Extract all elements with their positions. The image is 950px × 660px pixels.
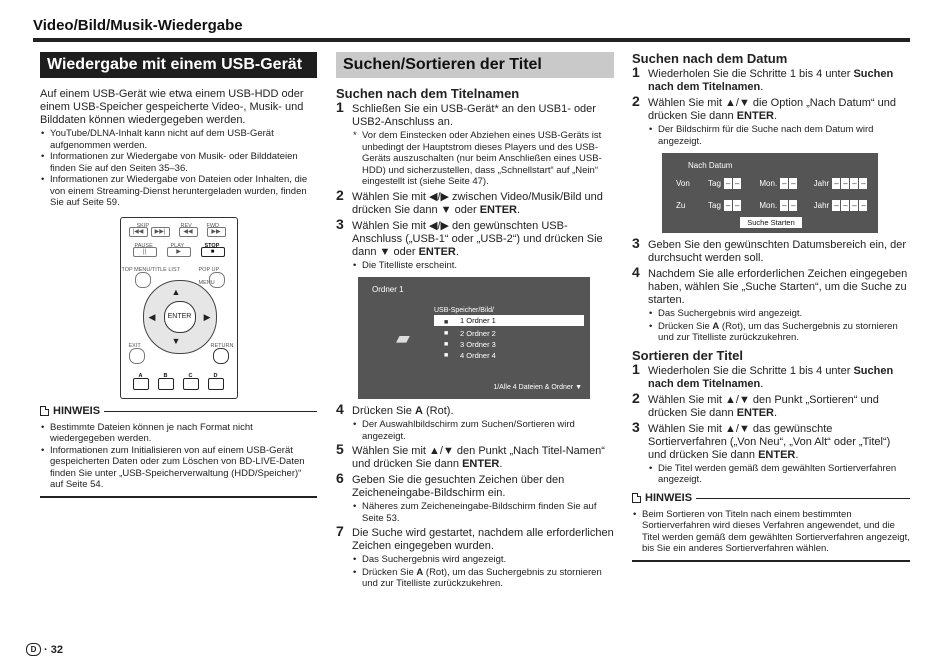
step-number: 5	[336, 441, 344, 457]
subsection-title: Sortieren der Titel	[632, 347, 744, 363]
remote-label-c: C	[188, 372, 193, 379]
remote-label-exit: EXIT	[128, 342, 141, 349]
c-blue-button	[183, 378, 199, 390]
note-text: Der Auswahlbildschirm zum Suchen/Sortieren wird angezeigt.	[362, 419, 575, 442]
right-arrow-icon: ▶	[203, 311, 211, 322]
screen-status	[493, 381, 582, 394]
step-number: 1	[632, 64, 640, 80]
sort-step-1: 1 Wiederholen Sie die Schritte 1 bis 4 unter Suchen nach dem Titelnamen.	[632, 360, 894, 390]
digit-field[interactable]: –	[725, 201, 731, 211]
header-rule	[33, 38, 910, 42]
mon-label: Mon.	[759, 179, 778, 188]
step-text: Wählen Sie mit ▲/▼ den Punkt „Sortieren“ und drücken Sie dann	[648, 393, 879, 419]
hinweis-heading	[40, 405, 317, 418]
page-number: · 32	[44, 643, 63, 656]
step-7	[336, 523, 614, 590]
bullet-item: • Informationen zur Wiedergabe von Dateien oder Inhalten, die von einem Streaming-Dienst heruntergeladen wurden, finden Sie auf Seite 59.	[40, 174, 317, 209]
step-4	[336, 401, 614, 442]
remote-label-d: D	[213, 372, 218, 379]
step-note: • Der Auswahlbildschirm zum Suchen/Sortieren wird angezeigt.	[353, 419, 575, 442]
note-text: Das Suchergebnis wird angezeigt.	[362, 554, 507, 565]
a-key: A	[416, 566, 424, 578]
enter-key: ENTER	[758, 448, 796, 461]
status-text: 1/Alle 4 Dateien & Ordner	[493, 384, 574, 391]
digit-field[interactable]: –	[834, 201, 839, 211]
column-date-sort	[632, 52, 910, 562]
exit-button	[129, 348, 145, 364]
note-text: (Rot), um das Suchergebnis zu stornieren und zur Titelliste zurückzukehren.	[362, 566, 602, 589]
sort-step-3: 3 Wählen Sie mit ▲/▼ das gewünschte Sortierverfahren („Von Neu“, „Von Alt“ oder „Titel“) und drücken Sie dann ENTER. • Die Titel werden gemäß dem gewählten Sortierverfahren angezeigt.	[632, 423, 910, 486]
step-number: 6	[336, 470, 344, 486]
step-5: 5 Wählen Sie mit ▲/▼ den Punkt „Nach Titel-Namen“ und drücken Sie dann ENTER.	[336, 441, 605, 470]
step-number: 3	[336, 215, 344, 232]
folder-row: 3 Ordner 3	[460, 340, 496, 349]
step-note: • Das Suchergebnis wird angezeigt.	[649, 308, 803, 319]
d-yellow-button	[208, 378, 224, 390]
hinweis-rule	[696, 498, 910, 499]
hinweis-item: • Informationen zum Initialisieren von auf einem USB-Gerät gespeicherten Daten oder zum Löschen von BD-LIVE-Daten finden Sie unter „USB-Speicherverwaltung (HDD/Speicher)“ auf Seite 54.	[40, 445, 317, 491]
intro-text: Auf einem USB-Gerät wie etwa einem USB-HDD oder einem USB-Speicher gespeicherte Video-, Musik- und Bilddaten können wiedergegeben werden.	[40, 88, 304, 126]
hinweis-item: • Bestimmte Dateien können je nach Format nicht wiedergegeben werden.	[40, 422, 317, 445]
remote-label-a: A	[138, 372, 143, 379]
enter-key: ENTER	[736, 406, 774, 419]
step-number: 1	[336, 99, 344, 115]
step-number: 4	[632, 264, 640, 280]
remote-label-b: B	[163, 372, 168, 379]
section-title: Wiedergabe mit einem USB-Gerät	[40, 52, 317, 78]
a-key: A	[712, 320, 720, 332]
step-text: Wiederholen Sie die Schritte 1 bis 4 unter	[648, 364, 851, 377]
enter-key: ENTER	[418, 245, 456, 258]
hinweis-heading	[632, 492, 910, 505]
step-6	[336, 470, 614, 524]
von-label: Von	[676, 179, 690, 188]
section-title: Suchen/Sortieren der Titel	[336, 52, 614, 78]
down-arrow-icon: ▼	[171, 335, 181, 346]
date-step-4	[632, 264, 910, 344]
mon-label: Mon.	[759, 201, 778, 210]
left-arrow-icon: ◀	[148, 311, 156, 322]
step-text: (Rot).	[426, 405, 454, 417]
sort-step-2: 2 Wählen Sie mit ▲/▼ den Punkt „Sortieren“ und drücken Sie dann ENTER.	[632, 389, 879, 419]
step-3: 3 Wählen Sie mit ◀/▶ den gewünschten USB-Anschluss („USB-1“ oder „USB-2“) und drücken Sie dann ▼ oder ENTER. • Die Titelliste erscheint.	[336, 220, 614, 272]
a-red-button	[133, 378, 149, 390]
return-button	[213, 348, 229, 364]
step-ref: Suchen nach dem Titelnamen	[648, 364, 894, 390]
step-ref: Suchen nach dem Titelnamen	[648, 68, 894, 93]
skip-forward-button: ▶▶|	[151, 227, 170, 237]
bullet-item: • YouTube/DLNA-Inhalt kann nicht auf dem USB-Gerät aufgenommen werden.	[40, 128, 317, 151]
screen-path: USB-Speicher/Bild/	[434, 307, 494, 314]
step-text: Wählen Sie mit ◀/▶ den gewünschten USB-Anschluss („USB-1“ oder „USB-2“) und drücken Sie dann ▼ oder	[352, 219, 603, 258]
digit-field[interactable]: –	[791, 179, 796, 189]
suche-starten-button[interactable]: Suche Starten	[740, 217, 802, 228]
fwd-button: ▶▶	[207, 227, 226, 237]
step-number: 4	[336, 401, 344, 417]
step-note: • Die Titel werden gemäß dem gewählten Sortierverfahren angezeigt.	[649, 462, 897, 485]
step-number: 7	[336, 523, 344, 539]
folder-icon: ■	[444, 341, 449, 348]
digit-field[interactable]: –	[725, 179, 731, 189]
step-text: Wiederholen Sie die Schritte 1 bis 4 unter	[648, 68, 851, 80]
remote-label-fwd: FWD	[206, 222, 220, 229]
remote-illustration	[120, 217, 238, 399]
folder-row: 2 Ordner 2	[460, 329, 496, 338]
step-note: • Der Bildschirm für die Suche nach dem Datum wird angezeigt.	[649, 124, 874, 147]
note-text: Näheres zum Zeicheneingabe-Bildschirm finden Sie auf Seite 53.	[362, 501, 597, 524]
note-text: Die Titelliste erscheint.	[362, 259, 458, 271]
remote-label-top-menu: TOP MENU/TITLE LIST	[121, 266, 180, 273]
digit-field[interactable]: –	[843, 179, 848, 189]
screen-title: Ordner 1	[372, 285, 404, 294]
step-note: • Drücken Sie A (Rot), um das Suchergebnis zu stornieren und zur Titelliste zurückzukehren.	[353, 566, 602, 589]
enter-key: ENTER	[462, 458, 500, 470]
folder-icon: ■	[444, 352, 449, 359]
folder-row: 4 Ordner 4	[460, 351, 496, 360]
note-text: Vor dem Einstecken oder Abziehen eines USB-Geräts ist unbedingt der Hauptstrom dieses Players und des USB-Geräts auszuschalten (nur beim Anschließen eines USB-HDD) und sicherzustellen, dass „Schnellstart“ auf „Nein“ eingestellt ist (siehe Seite 47).	[362, 130, 602, 187]
hinweis-title: HINWEIS	[645, 491, 693, 504]
popup-menu-button	[209, 272, 225, 288]
step-number: 2	[336, 186, 344, 203]
date-search-screen	[662, 153, 878, 233]
remote-label-popup-menu: POP UP MENU	[198, 266, 220, 286]
top-menu-button	[135, 272, 151, 288]
skip-back-button: |◀◀	[129, 227, 148, 237]
tag-label: Tag	[708, 179, 721, 188]
step-text: Geben Sie die gesuchten Zeichen über den Zeicheneingabe-Bildschirm ein.	[352, 474, 565, 499]
digit-field[interactable]: –	[861, 179, 866, 189]
subsection-title: Suchen nach dem Datum	[632, 51, 788, 66]
date-screen-title: Nach Datum	[688, 161, 733, 170]
hinweis-box	[632, 505, 910, 562]
remote-label-play: PLAY	[170, 242, 185, 249]
hinweis-box	[40, 418, 317, 498]
date-step-3	[632, 235, 910, 265]
digit-field[interactable]: –	[834, 179, 839, 189]
date-step-1: 1 Wiederholen Sie die Schritte 1 bis 4 unter Suchen nach dem Titelnamen.	[632, 64, 894, 93]
rev-button: ◀◀	[179, 227, 198, 237]
step-number: 3	[632, 418, 640, 435]
note-icon	[40, 406, 49, 416]
up-arrow-icon: ▲	[171, 286, 181, 297]
step-text: Drücken Sie	[352, 405, 412, 417]
note-text: Das Suchergebnis wird angezeigt.	[658, 308, 803, 319]
step-2: 2 Wählen Sie mit ◀/▶ zwischen Video/Musik/Bild und drücken Sie dann ▼ oder ENTER.	[336, 186, 603, 216]
hinweis-title: HINWEIS	[53, 404, 101, 417]
step-number: 1	[632, 360, 640, 377]
step-note: • Näheres zum Zeicheneingabe-Bildschirm finden Sie auf Seite 53.	[353, 501, 597, 524]
step-text: Die Suche wird gestartet, nachdem alle erforderlichen Zeichen eingegeben wurden.	[352, 527, 614, 552]
zu-date-fields	[708, 199, 867, 212]
folder-icon: ■	[444, 319, 449, 326]
region-badge: D	[26, 643, 41, 656]
pause-button: ||	[133, 247, 157, 257]
digit-field[interactable]: –	[791, 201, 796, 211]
hinweis-item: • Beim Sortieren von Titeln nach einem bestimmten Sortierverfahren wird dieses Verfahren angewendet, und die Titel werden gemäß dem gewählten Sortierverfahren angezeigt, bis Sie ein anderes Sortierverfahren wählen.	[632, 509, 910, 555]
remote-label-skip: SKIP	[136, 222, 150, 229]
step-text: Wählen Sie mit ▲/▼ das gewünschte Sortierverfahren („Von Neu“, „Von Alt“ oder „Titel“) und drücken Sie dann	[648, 422, 891, 461]
column-usb-playback	[40, 52, 317, 498]
note-icon	[632, 493, 641, 503]
jahr-label: Jahr	[813, 201, 830, 210]
enter-key: ENTER	[479, 203, 517, 216]
jahr-label: Jahr	[813, 179, 830, 188]
step-text: Schließen Sie ein USB-Gerät* an den USB1- oder USB2-Anschluss an.	[352, 103, 596, 128]
subsection-title: Suchen nach dem Titelnamen	[336, 86, 520, 101]
note-text: Drücken Sie	[362, 566, 414, 578]
step-text: Nachdem Sie alle erforderlichen Zeichen eingegeben haben, wählen Sie „Suche Starten“, um die Suche zu starten.	[648, 268, 908, 306]
von-date-fields	[708, 177, 867, 190]
step-note: * Vor dem Einstecken oder Abziehen eines USB-Geräts ist unbedingt der Hauptstrom dieses Players und des USB-Geräts auszuschalten (nur beim Anschließen eines USB-HDD) und sicherzustellen, dass „Schnellstart“ auf „Nein“ eingestellt ist (siehe Seite 47).	[353, 130, 602, 187]
digit-field[interactable]: –	[852, 201, 857, 211]
step-note: • Drücken Sie A (Rot), um das Suchergebnis zu stornieren und zur Titelliste zurückzukehren.	[649, 320, 898, 343]
note-text: Drücken Sie	[658, 320, 710, 332]
bullet-item: • Informationen zur Wiedergabe von Musik- oder Bilddateien finden Sie auf den Seiten 35–36.	[40, 151, 317, 174]
title-list-screen	[358, 277, 590, 399]
remote-label-stop: STOP	[204, 242, 220, 249]
digit-field[interactable]: –	[782, 201, 787, 211]
date-step-2: 2 Wählen Sie mit ▲/▼ die Option „Nach Datum“ und drücken Sie dann ENTER. • Der Bildschirm für die Suche nach dem Datum wird angezeigt.	[632, 97, 910, 147]
digit-field[interactable]: –	[843, 201, 848, 211]
enter-button: ENTER	[164, 301, 196, 333]
folder-row-selected: 1 Ordner 1	[434, 315, 584, 326]
note-text: (Rot), um das Suchergebnis zu stornieren und zur Titelliste zurückzukehren.	[658, 320, 898, 343]
step-number: 2	[632, 93, 640, 109]
note-text: Die Titel werden gemäß dem gewählten Sortierverfahren angezeigt.	[658, 462, 897, 485]
note-text: Der Bildschirm für die Suche nach dem Datum wird angezeigt.	[658, 124, 874, 147]
remote-label-rev: REV	[180, 222, 192, 229]
step-number: 2	[632, 389, 640, 406]
digit-field[interactable]: –	[782, 179, 787, 189]
intro-bullets	[40, 128, 317, 209]
remote-label-pause: PAUSE	[134, 242, 153, 249]
step-1	[336, 99, 614, 188]
stop-button: ■	[201, 247, 225, 257]
digit-field[interactable]: –	[861, 201, 866, 211]
digit-field[interactable]: –	[734, 201, 740, 211]
page-header: Video/Bild/Musik-Wiedergabe	[33, 17, 243, 34]
step-text: Geben Sie den gewünschten Datumsbereich ein, der durchsucht werden soll.	[648, 239, 907, 264]
step-text: Wählen Sie mit ◀/▶ zwischen Video/Musik/Bild und drücken Sie dann ▼ oder	[352, 190, 603, 216]
step-number: 3	[632, 235, 640, 251]
hinweis-rule	[104, 411, 317, 412]
chevron-down-icon: ▼	[575, 384, 582, 391]
page-footer	[26, 643, 63, 656]
b-green-button	[158, 378, 174, 390]
play-button: ▶	[167, 247, 191, 257]
enter-key: ENTER	[736, 110, 774, 122]
tag-label: Tag	[708, 201, 721, 210]
remote-label-return: RETURN	[210, 342, 234, 349]
step-note: • Die Titelliste erscheint.	[353, 259, 458, 271]
column-search-sort	[336, 52, 614, 590]
zu-label: Zu	[676, 201, 686, 210]
a-key: A	[414, 405, 423, 417]
step-text: Wählen Sie mit ▲/▼ den Punkt „Nach Titel-Namen“ und drücken Sie dann	[352, 445, 605, 470]
step-note: • Das Suchergebnis wird angezeigt.	[353, 554, 507, 565]
dpad	[143, 280, 217, 354]
digit-field[interactable]: –	[852, 179, 857, 189]
step-text: Wählen Sie mit ▲/▼ die Option „Nach Datum“ und drücken Sie dann	[648, 97, 896, 122]
folder-icon: ■	[444, 330, 449, 337]
digit-field[interactable]: –	[734, 179, 740, 189]
folder-large-icon: ▰	[396, 328, 410, 348]
